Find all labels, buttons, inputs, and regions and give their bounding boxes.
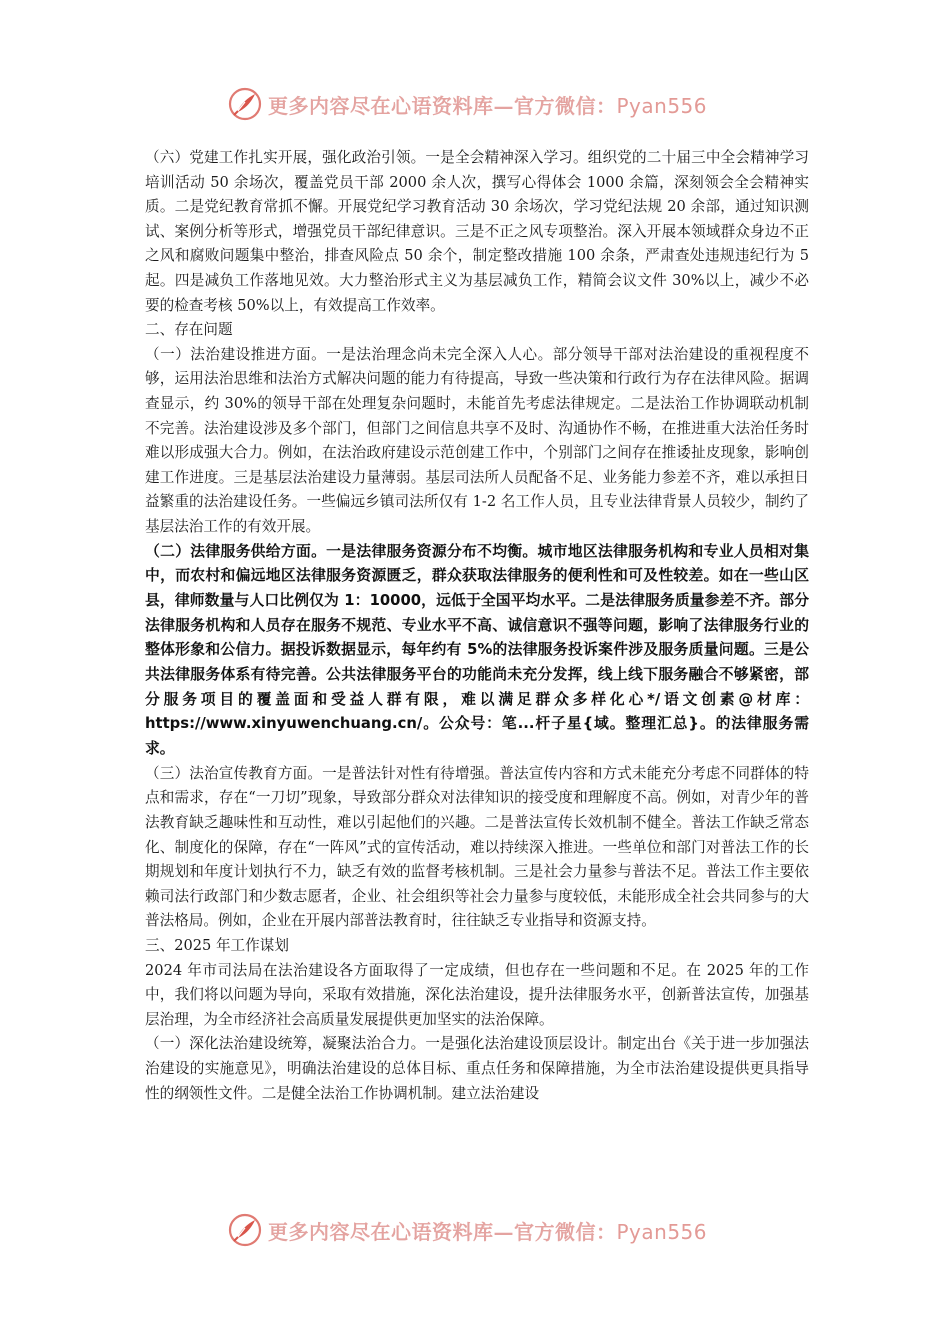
footer-banner	[0, 1206, 950, 1254]
paragraph-deepen-rule-of-law: （一）深化法治建设统筹，凝聚法治合力。一是强化法治建设顶层设计。制定出台《关于进一步加强法治建设的实施意见》，明确法治建设的总体目标、重点任务和保障措施，为全市法治建设提供更具指导性的纲领性文件。二是健全法治工作协调机制。建立法治建设	[145, 1035, 809, 1102]
quill-pen-icon	[228, 87, 262, 121]
header-banner-content	[228, 84, 707, 124]
section-heading-2025-plan: 三、2025 年工作谋划	[145, 936, 289, 954]
footer-banner-content	[228, 1210, 707, 1250]
paragraph-legal-services-supply: （二）法律服务供给方面。一是法律服务资源分布不均衡。城市地区法律服务机构和专业人员相对集中，而农村和偏远地区法律服务资源匮乏，群众获取法律服务的便利性和可及性较差。如在一些山区县，律师数量与人口比例仅为 1：10000，远低于全国平均水平。二是法律服务质量参差不齐。部分法律服务机构和人员存在服务不规范、专业水平不高、诚信意识不强等问题，影响了法律服务行业的整体形象和公信力。据投诉数据显示，每年约有 5%的法律服务投诉案件涉及服务质量问题。三是公共法律服务体系有待完善。公共法律服务平台的功能尚未充分发挥，线上线下服务融合不够紧密，部分服务项目的覆盖面和受益人群有限，难以满足群众多样化心*/语文创素@材库：https://www.xinyuwenchuang.cn/。公众号：笔...杆子星{域。整理汇总}。的法律服务需求。	[145, 542, 809, 758]
paragraph-2025-overview: 2024 年市司法局在法治建设各方面取得了一定成绩，但也存在一些问题和不足。在 2025 年的工作中，我们将以问题为导向，采取有效措施，深化法治建设，提升法律服务水平，创新普法宣传，加强基层治理，为全市经济社会高质量发展提供更加坚实的法治保障。	[145, 961, 809, 1028]
header-banner-text: 更多内容尽在心语资料库—官方微信：Pyan556	[268, 93, 708, 118]
header-banner	[0, 80, 950, 128]
wechat-id: Pyan556	[616, 93, 708, 118]
section-heading-problems: 二、存在问题	[145, 321, 233, 339]
paragraph-rule-of-law-construction: （一）法治建设推进方面。一是法治理念尚未完全深入人心。部分领导干部对法治建设的重视程度不够，运用法治思维和法治方式解决问题的能力有待提高，导致一些决策和行政行为存在法律风险。据调查显示，约 30%的领导干部在处理复杂问题时，未能首先考虑法律规定。二是法治工作协调联动机制不完善。法治建设涉及多个部门，但部门之间信息共享不及时、沟通协作不畅，在推进重大法治任务时难以形成强大合力。例如，在法治政府建设示范创建工作中，个别部门之间存在推诿扯皮现象，影响创建工作进度。三是基层法治建设力量薄弱。基层司法所人员配备不足、业务能力参差不齐，难以承担日益繁重的法治建设任务。一些偏远乡镇司法所仅有 1-2 名工作人员，且专业法律背景人员较少，制约了基层法治工作的有效开展。	[145, 345, 809, 535]
footer-banner-text: 更多内容尽在心语资料库—官方微信：Pyan556	[268, 1219, 708, 1244]
paragraph-party-building: （六）党建工作扎实开展，强化政治引领。一是全会精神深入学习。组织党的二十届三中全会精神学习培训活动 50 余场次，覆盖党员干部 2000 余人次，撰写心得体会 1000 余篇，深刻领会全会精神实质。二是党纪教育常抓不懈。开展党纪学习教育活动 30 余场次，学习党纪法规 20 余部，通过知识测试、案例分析等形式，增强党员干部纪律意识。三是不正之风专项整治。深入开展本领域群众身边不正之风和腐败问题集中整治，排查风险点 50 余个，制定整改措施 100 余条，严肃查处违规违纪行为 5 起。四是减负工作落地见效。大力整治形式主义为基层减负工作，精简会议文件 30%以上，减少不必要的检查考核 50%以上，有效提高工作效率。	[145, 149, 809, 314]
wechat-id: Pyan556	[616, 1219, 708, 1244]
document-body	[145, 146, 809, 1106]
quill-pen-icon	[228, 1213, 262, 1247]
paragraph-legal-education: （三）法治宣传教育方面。一是普法针对性有待增强。普法宣传内容和方式未能充分考虑不同群体的特点和需求，存在“一刀切”现象，导致部分群众对法律知识的接受度和理解度不高。例如，对青少年的普法教育缺乏趣味性和互动性，难以引起他们的兴趣。二是普法宣传长效机制不健全。普法工作缺乏常态化、制度化的保障，存在“一阵风”式的宣传活动，难以持续深入推进。一些单位和部门对普法工作的长期规划和年度计划执行不力，缺乏有效的监督考核机制。三是社会力量参与普法不足。普法工作主要依赖司法行政部门和少数志愿者，企业、社会组织等社会力量参与度较低，未能形成全社会共同参与的大普法格局。例如，企业在开展内部普法教育时，往往缺乏专业指导和资源支持。	[145, 764, 809, 930]
